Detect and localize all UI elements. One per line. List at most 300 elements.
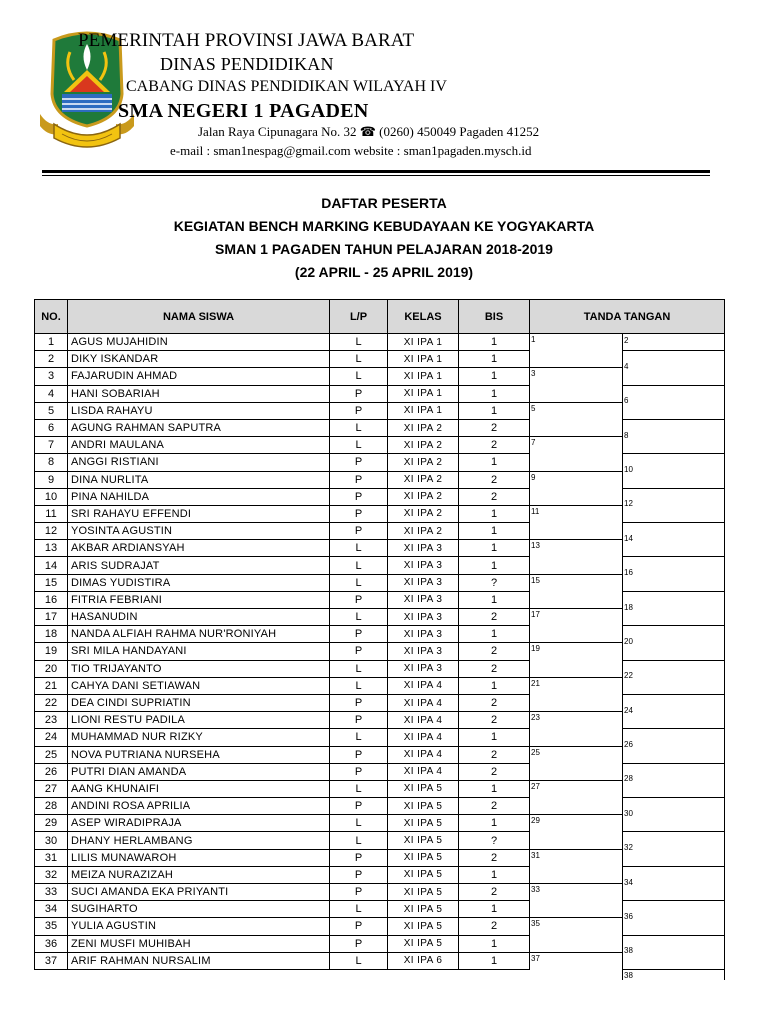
row-class: XI IPA 5 [388,832,459,849]
school-year-title: SMAN 1 PAGADEN TAHUN PELAJARAN 2018-2019 [215,241,553,257]
letterhead-school-name: SMA NEGERI 1 PAGADEN [118,100,369,122]
row-class: XI IPA 1 [388,368,459,385]
signature-number: 25 [531,747,540,757]
row-class: XI IPA 3 [388,557,459,574]
signature-number: 5 [531,403,536,413]
row-class: XI IPA 3 [388,643,459,660]
signature-cell[interactable] [623,385,725,419]
row-student-name: MEIZA NURAZIZAH [68,866,330,883]
overflow-spacer [330,969,388,980]
row-class: XI IPA 4 [388,763,459,780]
row-no: 29 [35,815,68,832]
row-bus: 1 [459,591,530,608]
row-bus: 2 [459,471,530,488]
row-bus: 1 [459,523,530,540]
row-student-name: AKBAR ARDIANSYAH [68,540,330,557]
row-gender: L [330,557,388,574]
row-no: 28 [35,798,68,815]
overflow-spacer [388,969,459,980]
row-student-name: FAJARUDIN AHMAD [68,368,330,385]
row-no: 23 [35,712,68,729]
signature-cell[interactable] [623,454,725,488]
signature-cell[interactable] [623,591,725,625]
table-row [35,609,725,626]
table-row [35,574,725,591]
row-gender: P [330,402,388,419]
table-row [35,918,725,935]
row-no: 14 [35,557,68,574]
row-no: 33 [35,884,68,901]
row-class: XI IPA 5 [388,798,459,815]
signature-number: 14 [624,533,633,543]
row-gender: L [330,901,388,918]
row-no: 6 [35,419,68,436]
date-range-title: (22 APRIL - 25 APRIL 2019) [294,264,474,280]
signature-cell[interactable] [623,729,725,763]
signature-cell[interactable] [623,935,725,969]
signature-number: 31 [531,850,540,860]
table-row [35,849,725,866]
row-no: 19 [35,643,68,660]
signature-cell[interactable] [530,746,623,780]
signature-number: 1 [531,335,536,344]
signature-number: 12 [624,499,633,509]
row-gender: L [330,832,388,849]
signature-number: 23 [531,713,540,723]
signature-number: 16 [624,568,633,578]
signature-number: 9 [531,472,536,482]
row-student-name: CAHYA DANI SETIAWAN [68,677,330,694]
row-class: XI IPA 2 [388,471,459,488]
table-row [35,884,725,901]
signature-number: 21 [531,678,540,688]
row-student-name: DINA NURLITA [68,471,330,488]
row-bus: 1 [459,334,530,351]
row-no: 26 [35,763,68,780]
signature-cell[interactable] [623,694,725,728]
table-row [35,952,725,969]
signature-cell[interactable] [530,952,623,969]
row-bus: 2 [459,798,530,815]
row-gender: P [330,488,388,505]
signature-cell[interactable] [623,798,725,832]
row-gender: P [330,505,388,522]
row-class: XI IPA 5 [388,901,459,918]
row-gender: L [330,677,388,694]
row-no: 17 [35,609,68,626]
signature-number: 20 [624,636,633,646]
signature-cell[interactable] [530,884,623,918]
row-bus: 1 [459,901,530,918]
row-no: 7 [35,437,68,454]
row-no: 30 [35,832,68,849]
row-bus: 1 [459,866,530,883]
row-student-name: YULIA AGUSTIN [68,918,330,935]
row-no: 5 [35,402,68,419]
row-student-name: LIONI RESTU PADILA [68,712,330,729]
table-row [35,505,725,522]
table-row [35,746,725,763]
row-class: XI IPA 4 [388,677,459,694]
signature-cell[interactable] [623,660,725,694]
row-gender: P [330,763,388,780]
row-gender: P [330,849,388,866]
row-student-name: DEA CINDI SUPRIATIN [68,694,330,711]
signature-number: 10 [624,465,633,474]
row-student-name: HANI SOBARIAH [68,385,330,402]
signature-number: 34 [624,877,633,887]
row-student-name: AANG KHUNAIFI [68,780,330,797]
row-class: XI IPA 5 [388,935,459,952]
table-body [35,334,725,980]
row-class: XI IPA 1 [388,351,459,368]
table-row [35,334,725,351]
row-no: 13 [35,540,68,557]
signature-number: 38 [624,946,633,956]
row-class: XI IPA 4 [388,729,459,746]
row-gender: P [330,626,388,643]
signature-cell[interactable] [623,419,725,453]
signature-cell[interactable] [530,849,623,883]
row-gender: L [330,540,388,557]
row-no: 20 [35,660,68,677]
row-student-name: MUHAMMAD NUR RIZKY [68,729,330,746]
overflow-spacer [530,969,623,980]
row-bus: 2 [459,660,530,677]
signature-cell[interactable] [623,969,725,980]
table-row [35,643,725,660]
row-class: XI IPA 4 [388,746,459,763]
signature-number: 28 [624,774,633,784]
table-row [35,402,725,419]
row-gender: P [330,866,388,883]
overflow-spacer [459,969,530,980]
row-student-name: SRI RAHAYU EFFENDI [68,505,330,522]
row-no: 18 [35,626,68,643]
signature-cell[interactable] [530,402,623,436]
row-class: XI IPA 5 [388,780,459,797]
row-gender: L [330,368,388,385]
row-student-name: ARIS SUDRAJAT [68,557,330,574]
row-gender: P [330,591,388,608]
header-lp: L/P [330,300,388,334]
row-student-name: ANGGI RISTIANI [68,454,330,471]
row-no: 32 [35,866,68,883]
row-student-name: DHANY HERLAMBANG [68,832,330,849]
signature-cell[interactable] [623,557,725,591]
row-class: XI IPA 5 [388,866,459,883]
row-student-name: AGUNG RAHMAN SAPUTRA [68,419,330,436]
row-no: 10 [35,488,68,505]
row-student-name: PUTRI DIAN AMANDA [68,763,330,780]
document-title: DAFTAR PESERTA [321,195,447,211]
row-class: XI IPA 2 [388,437,459,454]
row-class: XI IPA 3 [388,591,459,608]
row-gender: P [330,712,388,729]
row-no: 27 [35,780,68,797]
row-student-name: ZENI MUSFI MUHIBAH [68,935,330,952]
header-name: NAMA SISWA [68,300,330,334]
signature-cell[interactable] [530,677,623,711]
letterhead-divider-thick [42,170,710,173]
row-gender: P [330,918,388,935]
row-gender: P [330,385,388,402]
activity-title: KEGIATAN BENCH MARKING KEBUDAYAAN KE YOGYAKARTA [173,218,595,234]
signature-number: 11 [531,506,540,516]
signature-number: 35 [531,919,540,929]
signature-number: 26 [624,740,633,749]
row-no: 36 [35,935,68,952]
row-bus: 2 [459,746,530,763]
row-class: XI IPA 4 [388,694,459,711]
row-gender: P [330,694,388,711]
row-student-name: NANDA ALFIAH RAHMA NUR'RONIYAH [68,626,330,643]
row-bus: 1 [459,402,530,419]
row-class: XI IPA 5 [388,918,459,935]
row-student-name: AGUS MUJAHIDIN [68,334,330,351]
row-student-name: HASANUDIN [68,609,330,626]
signature-cell[interactable] [623,523,725,557]
letterhead-divider-thin [42,175,710,176]
row-class: XI IPA 4 [388,712,459,729]
row-bus: 1 [459,626,530,643]
signature-cell[interactable] [623,626,725,660]
signature-number: 33 [531,885,540,894]
row-class: XI IPA 2 [388,488,459,505]
row-bus: 1 [459,505,530,522]
signature-number: 19 [531,644,540,654]
signature-cell[interactable] [623,866,725,900]
letterhead-branch-name: CABANG DINAS PENDIDIKAN WILAYAH IV [126,78,447,95]
signature-number: 4 [624,361,629,371]
table-row [35,780,725,797]
signature-cell[interactable] [623,488,725,522]
signature-cell[interactable] [530,334,623,368]
header-bis: BIS [459,300,530,334]
row-bus: 1 [459,454,530,471]
signature-number: 7 [531,438,536,448]
participant-table [34,299,725,980]
row-class: XI IPA 2 [388,523,459,540]
row-no: 25 [35,746,68,763]
row-gender: L [330,780,388,797]
row-no: 21 [35,677,68,694]
signature-number: 37 [531,953,540,963]
row-no: 9 [35,471,68,488]
row-class: XI IPA 5 [388,849,459,866]
row-gender: P [330,746,388,763]
row-bus: ? [459,832,530,849]
signature-number: 29 [531,816,540,826]
table-row [35,368,725,385]
row-student-name: ANDINI ROSA APRILIA [68,798,330,815]
row-bus: 1 [459,780,530,797]
row-student-name: ANDRI MAULANA [68,437,330,454]
signature-cell[interactable] [623,901,725,935]
row-class: XI IPA 1 [388,334,459,351]
signature-cell[interactable] [530,471,623,505]
row-student-name: LISDA RAHAYU [68,402,330,419]
row-class: XI IPA 3 [388,540,459,557]
signature-cell[interactable] [530,918,623,952]
row-student-name: LILIS MUNAWAROH [68,849,330,866]
signature-number: 22 [624,671,633,681]
letterhead-government-name: PEMERINTAH PROVINSI JAWA BARAT [78,30,415,51]
row-gender: P [330,643,388,660]
table-row [35,540,725,557]
header-signature: TANDA TANGAN [530,300,725,334]
row-gender: L [330,952,388,969]
table-row [35,437,725,454]
row-class: XI IPA 5 [388,884,459,901]
signature-cell[interactable] [530,437,623,471]
signature-number: 24 [624,705,633,715]
row-gender: L [330,815,388,832]
signature-cell[interactable] [530,780,623,814]
row-bus: 1 [459,385,530,402]
row-gender: P [330,935,388,952]
row-bus: 2 [459,419,530,436]
signature-number: 17 [531,610,540,619]
signature-cell[interactable] [623,351,725,385]
letterhead-department-name: DINAS PENDIDIKAN [160,54,334,74]
row-bus: ? [459,574,530,591]
signature-cell[interactable] [623,763,725,797]
table-row [35,471,725,488]
row-no: 16 [35,591,68,608]
signature-cell[interactable] [530,574,623,608]
row-bus: 1 [459,729,530,746]
row-student-name: YOSINTA AGUSTIN [68,523,330,540]
row-no: 1 [35,334,68,351]
row-gender: P [330,884,388,901]
row-gender: L [330,351,388,368]
row-student-name: SUCI AMANDA EKA PRIYANTI [68,884,330,901]
row-gender: L [330,419,388,436]
table-header-row [35,300,725,334]
row-student-name: PINA NAHILDA [68,488,330,505]
row-gender: L [330,437,388,454]
table-row-overflow [35,969,725,980]
row-bus: 1 [459,935,530,952]
row-student-name: DIKY ISKANDAR [68,351,330,368]
row-gender: L [330,729,388,746]
row-bus: 1 [459,677,530,694]
row-class: XI IPA 2 [388,505,459,522]
signature-number: 36 [624,911,633,921]
row-gender: L [330,609,388,626]
row-class: XI IPA 1 [388,385,459,402]
row-bus: 2 [459,918,530,935]
signature-cell[interactable] [530,815,623,849]
signature-cell[interactable] [530,712,623,746]
header-kelas: KELAS [388,300,459,334]
signature-cell[interactable] [530,540,623,574]
signature-number: 2 [624,336,629,346]
row-bus: 2 [459,609,530,626]
table-row [35,712,725,729]
row-bus: 1 [459,351,530,368]
row-student-name: FITRIA FEBRIANI [68,591,330,608]
row-no: 3 [35,368,68,385]
overflow-spacer [35,969,68,980]
signature-cell[interactable] [623,334,725,351]
signature-number: 38 [624,970,633,980]
row-gender: P [330,523,388,540]
row-gender: L [330,334,388,351]
row-gender: L [330,660,388,677]
row-student-name: SUGIHARTO [68,901,330,918]
row-bus: 2 [459,643,530,660]
row-no: 31 [35,849,68,866]
row-student-name: NOVA PUTRIANA NURSEHA [68,746,330,763]
document-title-block [0,192,768,284]
row-bus: 2 [459,488,530,505]
row-gender: L [330,574,388,591]
row-student-name: DIMAS YUDISTIRA [68,574,330,591]
row-no: 22 [35,694,68,711]
row-class: XI IPA 3 [388,609,459,626]
row-student-name: TIO TRIJAYANTO [68,660,330,677]
table-row [35,677,725,694]
row-class: XI IPA 2 [388,454,459,471]
signature-cell[interactable] [530,368,623,402]
row-class: XI IPA 1 [388,402,459,419]
row-no: 15 [35,574,68,591]
row-no: 12 [35,523,68,540]
signature-number: 30 [624,808,633,818]
row-bus: 2 [459,694,530,711]
signature-cell[interactable] [530,505,623,539]
header-no: NO. [35,300,68,334]
row-no: 35 [35,918,68,935]
row-class: XI IPA 3 [388,574,459,591]
signature-cell[interactable] [530,643,623,677]
table-row [35,815,725,832]
signature-number: 18 [624,602,633,612]
row-bus: 2 [459,884,530,901]
row-no: 37 [35,952,68,969]
row-bus: 2 [459,437,530,454]
letterhead [0,0,768,180]
row-no: 34 [35,901,68,918]
row-student-name: ASEP WIRADIPRAJA [68,815,330,832]
row-student-name: ARIF RAHMAN NURSALIM [68,952,330,969]
signature-number: 15 [531,575,540,585]
signature-number: 32 [624,843,633,853]
row-class: XI IPA 6 [388,952,459,969]
row-bus: 2 [459,712,530,729]
signature-number: 13 [531,541,540,551]
row-no: 8 [35,454,68,471]
signature-cell[interactable] [530,609,623,643]
row-class: XI IPA 2 [388,419,459,436]
row-bus: 1 [459,557,530,574]
signature-number: 3 [531,369,536,379]
row-gender: P [330,471,388,488]
row-bus: 1 [459,815,530,832]
signature-cell[interactable] [623,832,725,866]
row-no: 2 [35,351,68,368]
row-bus: 2 [459,763,530,780]
row-bus: 1 [459,540,530,557]
row-class: XI IPA 3 [388,660,459,677]
row-bus: 2 [459,849,530,866]
signature-number: 27 [531,781,540,791]
row-no: 24 [35,729,68,746]
signature-number: 8 [624,430,629,440]
row-class: XI IPA 5 [388,815,459,832]
